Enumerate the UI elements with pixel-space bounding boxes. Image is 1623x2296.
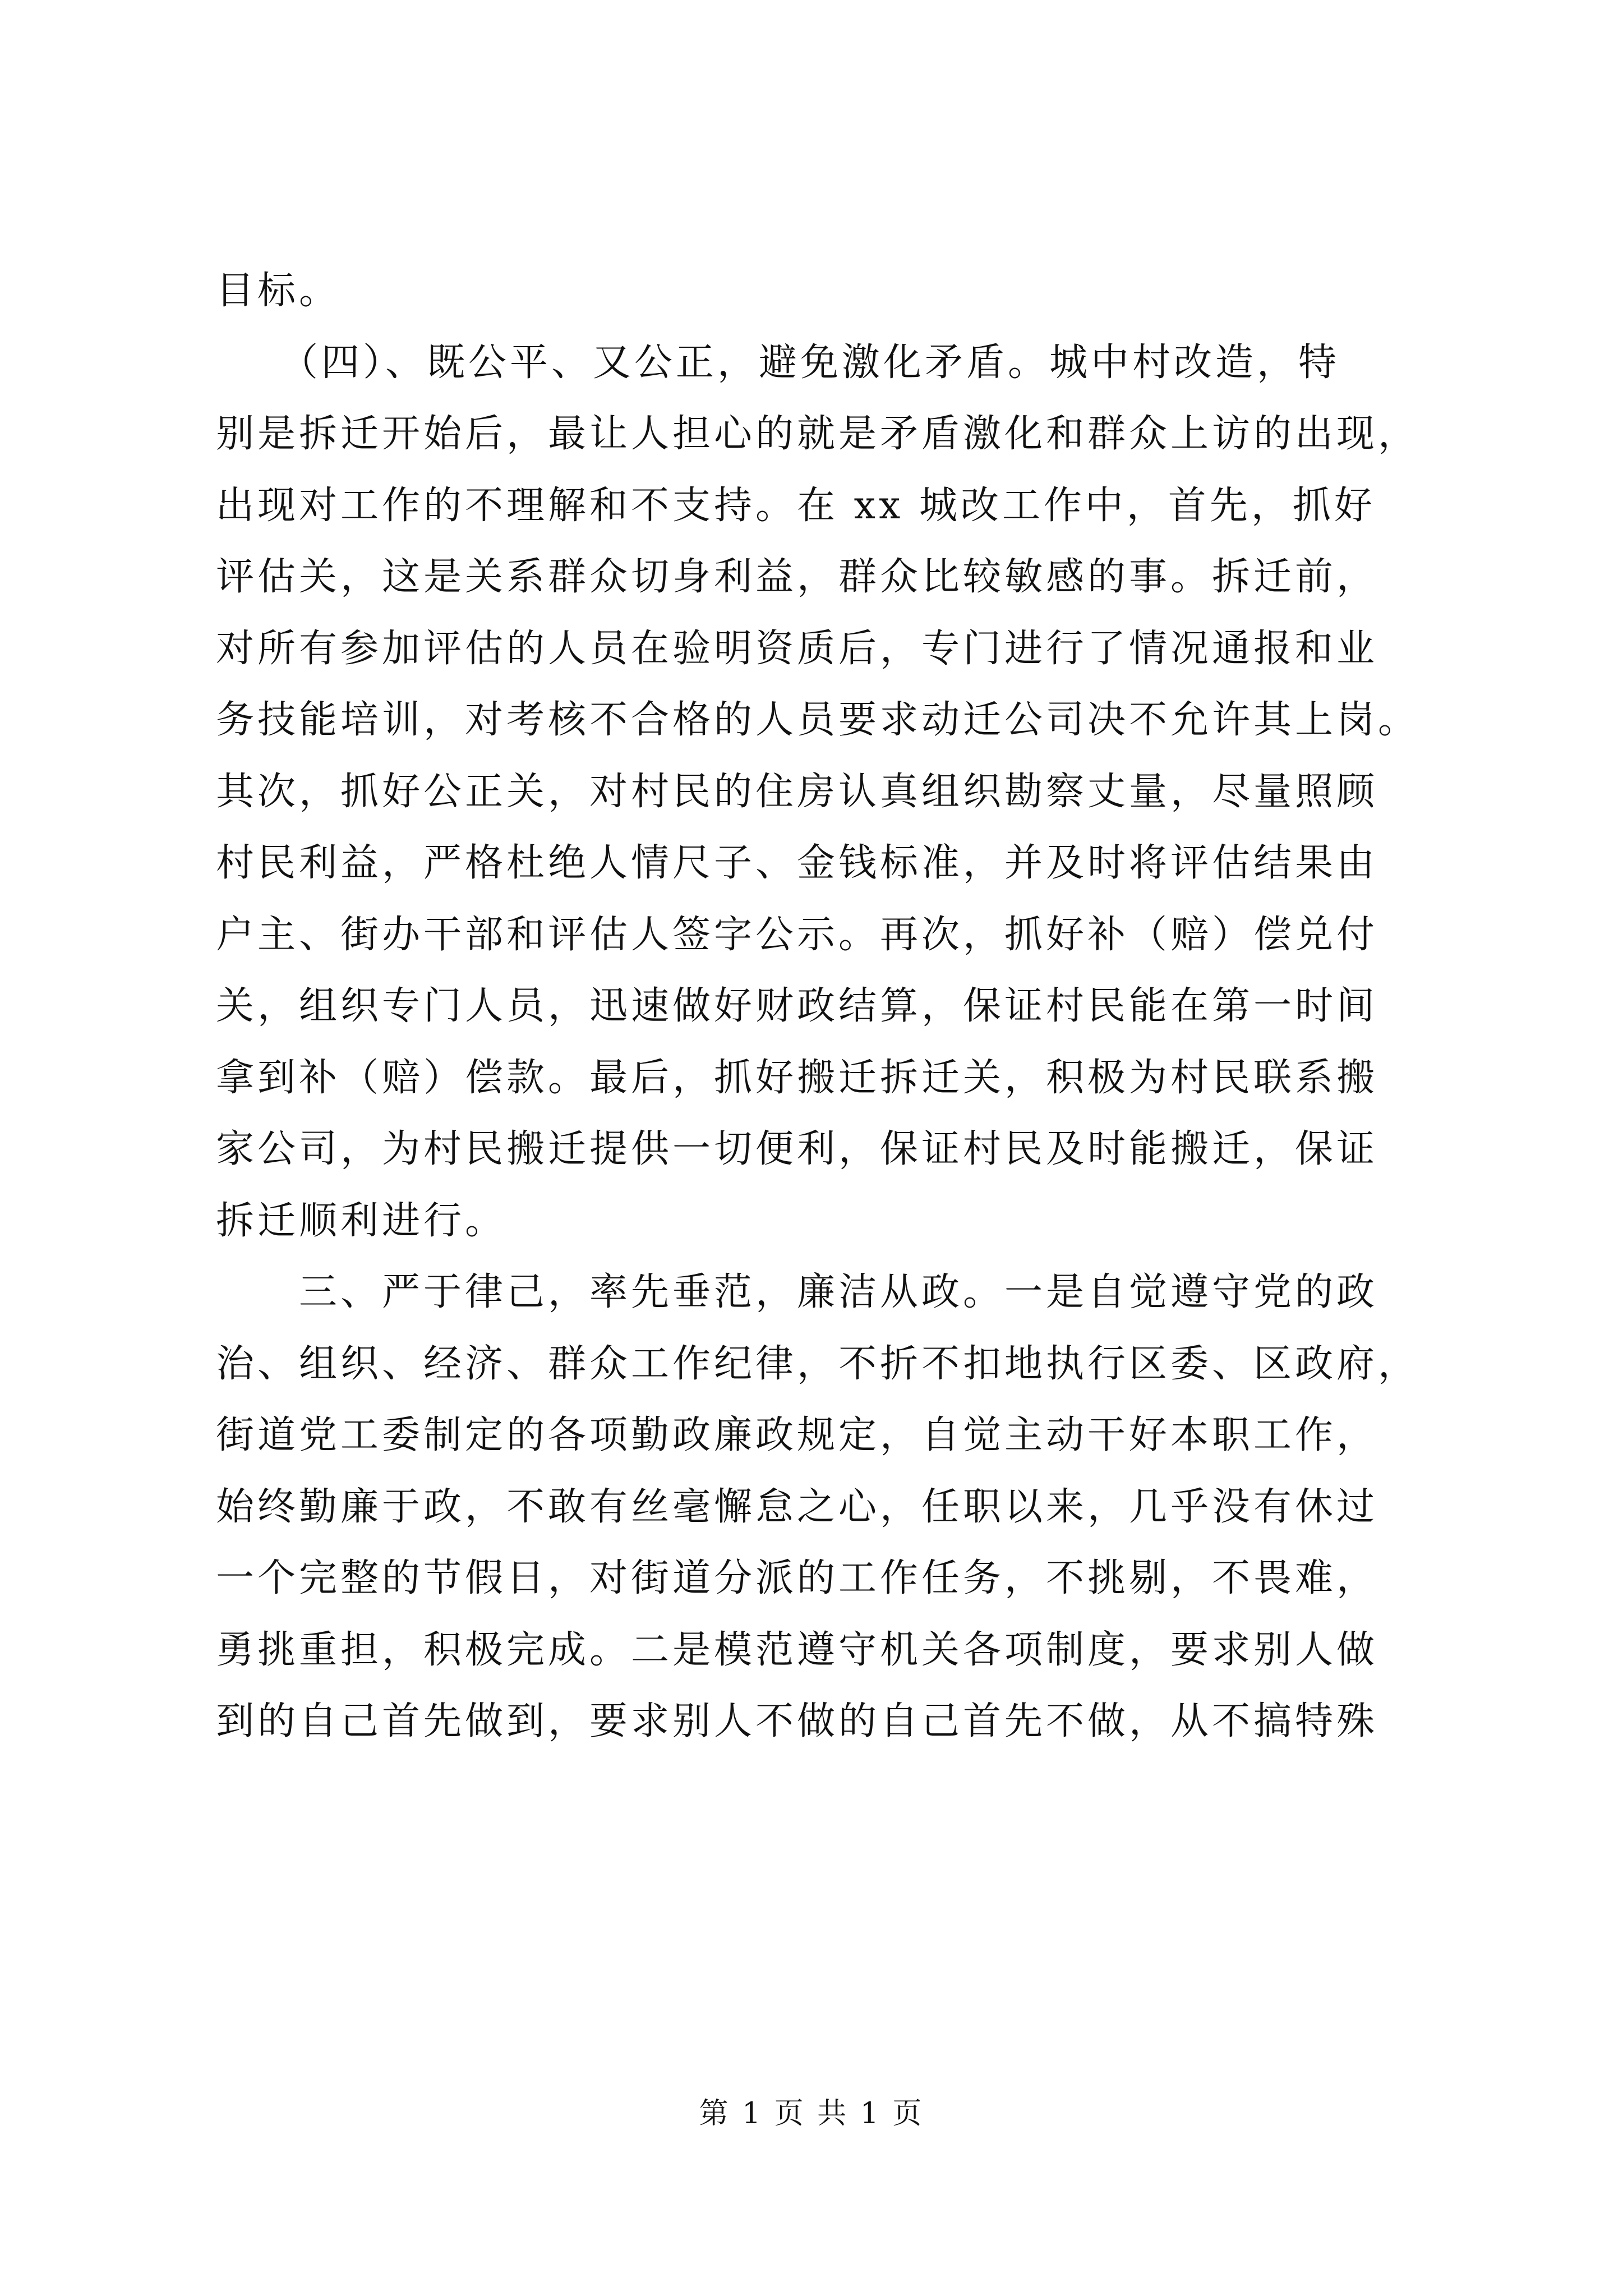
text-line-6: 对所有参加评估的人员在验明资质后，专门进行了情况通报和业 [216,626,1378,671]
body-text [216,255,1478,1757]
text-line-19: 一个完整的节假日，对街道分派的工作任务，不挑剔，不畏难， [216,1556,1378,1600]
text-line-1: 目标。 [216,269,341,313]
text-line-18: 始终勤廉于政，不敢有丝毫懈怠之心，任职以来，几乎没有休过 [216,1484,1378,1529]
text-line-4: 出现对工作的不理解和不支持。在 xx 城改工作中，首先，抓好 [216,483,1376,528]
text-line-2: （四）、既公平、又公正，避免激化矛盾。城中村改造，特 [216,340,1340,385]
text-line-20: 勇挑重担，积极完成。二是模范遵守机关各项制度，要求别人做 [216,1627,1378,1672]
text-line-15: 三、严于律己，率先垂范，廉洁从政。一是自觉遵守党的政 [216,1270,1378,1314]
text-line-7: 务技能培训，对考核不合格的人员要求动迁公司决不允许其上岗。 [216,698,1420,742]
text-line-13: 家公司，为村民搬迁提供一切便利，保证村民及时能搬迁，保证 [216,1127,1378,1171]
text-line-9: 村民利益，严格杜绝人情尺子、金钱标准，并及时将评估结果由 [216,841,1378,885]
page-footer [0,2090,1623,2132]
text-line-16: 治、组织、经济、群众工作纪律，不折不扣地执行区委、区政府， [216,1341,1420,1386]
text-line-12: 拿到补（赔）偿款。最后，抓好搬迁拆迁关，积极为村民联系搬 [216,1055,1378,1100]
text-line-3: 别是拆迁开始后，最让人担心的就是矛盾激化和群众上访的出现， [216,412,1420,456]
text-line-10: 户主、街办干部和评估人签字公示。再次，抓好补（赔）偿兑付 [216,912,1378,957]
page-number-label: 第 1 页 共 1 页 [699,2097,924,2131]
text-line-14: 拆迁顺利进行。 [216,1198,507,1243]
text-line-8: 其次，抓好公正关，对村民的住房认真组织勘察丈量，尽量照顾 [216,769,1378,814]
text-line-11: 关，组织专门人员，迅速做好财政结算，保证村民能在第一时间 [216,984,1378,1028]
text-line-5: 评估关，这是关系群众切身利益，群众比较敏感的事。拆迁前， [216,555,1378,599]
text-line-21: 到的自己首先做到，要求别人不做的自己首先不做，从不搞特殊 [216,1699,1378,1743]
text-line-17: 街道党工委制定的各项勤政廉政规定，自觉主动干好本职工作， [216,1413,1378,1457]
